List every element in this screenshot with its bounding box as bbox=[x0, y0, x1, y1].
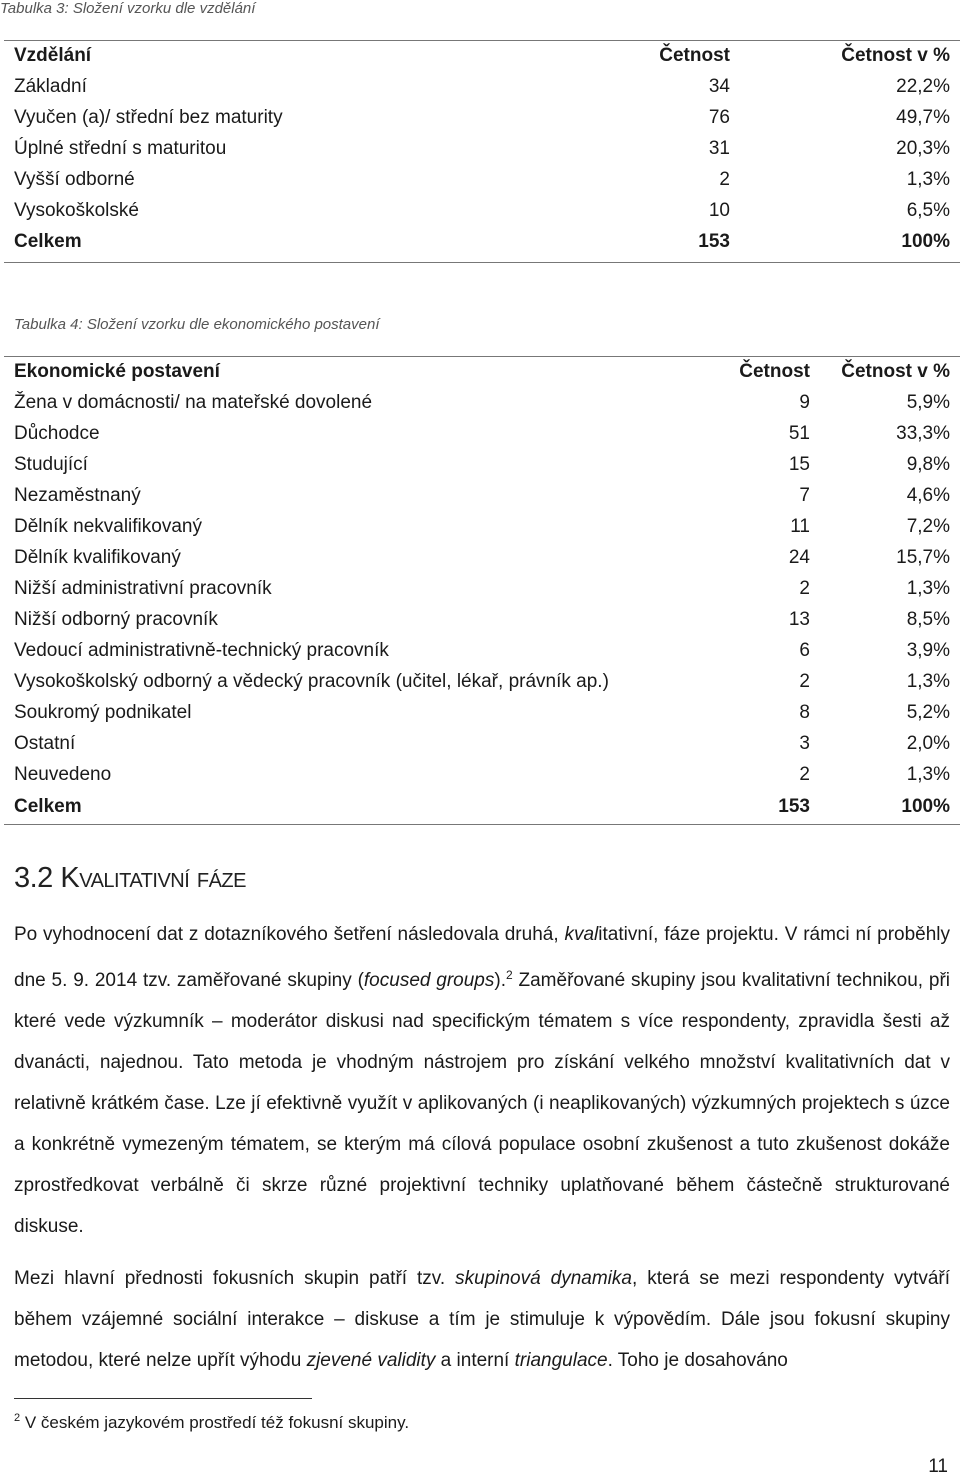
table-cell: 49,7% bbox=[896, 107, 950, 128]
table-cell: 2 bbox=[719, 169, 730, 190]
section-title-initial: K bbox=[60, 862, 80, 894]
table-cell: 1,3% bbox=[906, 764, 950, 785]
table-cell: 3 bbox=[799, 733, 810, 754]
table-caption: Tabulka 4: Složení vzorku dle ekonomického postavení bbox=[14, 316, 380, 333]
table-cell: Dělník nekvalifikovaný bbox=[14, 516, 202, 537]
italic-text: focused groups bbox=[363, 970, 495, 991]
table-cell: 9 bbox=[799, 392, 810, 413]
table-cell: Studující bbox=[14, 454, 88, 475]
footnote-text: V českém jazykovém prostředí též fokusní skupiny. bbox=[20, 1413, 410, 1432]
column-header: Ekonomické postavení bbox=[14, 361, 220, 383]
table-cell: 76 bbox=[708, 107, 730, 128]
table-cell: Celkem bbox=[14, 796, 82, 818]
column-header: Četnost bbox=[659, 45, 730, 67]
table-row bbox=[4, 760, 960, 791]
table-cell: Úplné střední s maturitou bbox=[14, 138, 227, 159]
table-cell: Celkem bbox=[14, 230, 82, 252]
table-row bbox=[4, 134, 960, 165]
table-row bbox=[4, 72, 960, 103]
table-cell: Dělník kvalifikovaný bbox=[14, 547, 181, 568]
table-cell: 51 bbox=[788, 423, 810, 444]
table-row bbox=[4, 574, 960, 605]
table-cell: 8 bbox=[799, 702, 810, 723]
table-cell: 1,3% bbox=[906, 671, 950, 692]
economic-status-table bbox=[4, 356, 960, 825]
body-paragraph bbox=[14, 914, 950, 1247]
table-cell: Nižší administrativní pracovník bbox=[14, 578, 272, 599]
table-cell: 1,3% bbox=[906, 169, 950, 190]
table-cell: 31 bbox=[708, 138, 730, 159]
table-row bbox=[4, 543, 960, 574]
table-cell: 34 bbox=[708, 76, 730, 97]
table-cell: 3,9% bbox=[906, 640, 950, 661]
table-cell: Nižší odborný pracovník bbox=[14, 609, 218, 630]
table-cell: Vysokoškolský odborný a vědecký pracovník (učitel, lékař, právník ap.) bbox=[14, 671, 609, 692]
table-cell: 2 bbox=[799, 578, 810, 599]
table-cell: 22,2% bbox=[896, 76, 950, 97]
section-number: 3.2 bbox=[14, 862, 53, 894]
footnote-divider bbox=[14, 1398, 312, 1399]
table-cell: Vedoucí administrativně-technický pracovník bbox=[14, 640, 389, 661]
table-cell: 5,2% bbox=[906, 702, 950, 723]
table-cell: 100% bbox=[901, 796, 950, 818]
table-cell: 153 bbox=[698, 230, 730, 252]
table-row bbox=[4, 196, 960, 227]
table-cell: Žena v domácnosti/ na mateřské dovolené bbox=[14, 392, 373, 413]
text-run: ). bbox=[494, 970, 506, 991]
table-cell: 4,6% bbox=[906, 485, 950, 506]
table-cell: Nezaměstnaný bbox=[14, 485, 141, 506]
table-cell: 2 bbox=[799, 764, 810, 785]
education-table bbox=[4, 40, 960, 263]
table-cell: Základní bbox=[14, 76, 87, 97]
table-cell: Ostatní bbox=[14, 733, 76, 754]
table-total-row bbox=[4, 791, 960, 825]
table-cell: Soukromý podnikatel bbox=[14, 702, 192, 723]
italic-text: zjevené validity bbox=[306, 1350, 436, 1371]
body-paragraph bbox=[14, 1258, 950, 1381]
table-row bbox=[4, 103, 960, 134]
table-row bbox=[4, 388, 960, 419]
column-header: Četnost v % bbox=[841, 45, 950, 67]
text-run: Zaměřované skupiny jsou kvalitativní technikou, při které vede výzkumník – moderátor diskusi nad specifickým tématem s více respondenty, zpravidla šesti až dvanácti, najednou. Tato metoda je vhodným nástrojem pro získání velkého množství kvalitativních dat v relativně krátkém čase. Lze jí efektivně využít v aplikovaných (i neaplikovaných) výzkumných projektech s úzce a konkrétně vymezeným tématem, se kterým má cílová populace osobní zkušenost a tuto zkušenost dokáže zprostředkovat verbálně či skrze různé projektivní techniky uplatňované během částečně strukturované diskuse. bbox=[14, 970, 950, 1237]
table-caption: Tabulka 3: Složení vzorku dle vzdělání bbox=[0, 0, 256, 17]
column-header: Vzdělání bbox=[14, 45, 92, 67]
table-cell: Vyšší odborné bbox=[14, 169, 135, 190]
page-number: 11 bbox=[928, 1456, 948, 1477]
table-cell: 1,3% bbox=[906, 578, 950, 599]
table-row bbox=[4, 698, 960, 729]
section-title-rest: valitativní fáze bbox=[79, 862, 246, 894]
table-total-row bbox=[4, 227, 960, 263]
table-cell: 11 bbox=[790, 516, 810, 537]
text-run: itativní, fáze projektu. V rámci ní proběhly dne 5. 9. 2014 tzv. zaměřované skupiny ( bbox=[14, 924, 951, 991]
italic-text: skupinová dynamika bbox=[455, 1268, 632, 1289]
section-heading bbox=[14, 862, 246, 895]
text-run: . Toho je dosahováno bbox=[607, 1350, 788, 1371]
italic-text: triangulace bbox=[514, 1350, 608, 1371]
table-row bbox=[4, 636, 960, 667]
table-cell: 24 bbox=[788, 547, 810, 568]
table-row bbox=[4, 729, 960, 760]
table-row bbox=[4, 481, 960, 512]
table-row bbox=[4, 165, 960, 196]
text-run: a interní bbox=[435, 1350, 515, 1371]
table-cell: 10 bbox=[708, 200, 730, 221]
column-header: Četnost bbox=[739, 361, 810, 383]
table-row bbox=[4, 419, 960, 450]
table-cell: 6 bbox=[799, 640, 810, 661]
table-cell: 20,3% bbox=[896, 138, 950, 159]
table-header-row bbox=[4, 357, 960, 388]
table-cell: 7 bbox=[799, 485, 810, 506]
table-cell: 2,0% bbox=[906, 733, 950, 754]
text-run: Po vyhodnocení dat z dotazníkového šetření následovala druhá, bbox=[14, 924, 565, 945]
table-cell: Důchodce bbox=[14, 423, 100, 444]
table-cell: 7,2% bbox=[906, 516, 950, 537]
text-run: , která se mezi respondenty vytváří během vzájemné sociální interakce – diskuse a tím je stimuluje k výpovědím. Dále jsou fokusní skupiny metodou, které nelze upřít výhodu bbox=[14, 1268, 951, 1371]
table-cell: 8,5% bbox=[906, 609, 950, 630]
table-cell: 13 bbox=[788, 609, 810, 630]
text-run: Mezi hlavní přednosti fokusních skupin patří tzv. bbox=[14, 1268, 456, 1289]
italic-text: kval bbox=[564, 924, 599, 945]
table-cell: 15 bbox=[788, 454, 810, 475]
table-cell: Vysokoškolské bbox=[14, 200, 139, 221]
footnote-number: 2 bbox=[14, 1412, 21, 1424]
table-cell: 153 bbox=[778, 796, 810, 818]
table-cell: Neuvedeno bbox=[14, 764, 112, 785]
table-row bbox=[4, 450, 960, 481]
table-cell: 6,5% bbox=[906, 200, 950, 221]
table-cell: 5,9% bbox=[906, 392, 950, 413]
table-cell: 100% bbox=[901, 230, 950, 252]
table-cell: Vyučen (a)/ střední bez maturity bbox=[14, 107, 283, 128]
table-cell: 9,8% bbox=[906, 454, 950, 475]
footnote bbox=[14, 1412, 409, 1433]
footnote-reference[interactable]: 2 bbox=[505, 968, 513, 982]
table-row bbox=[4, 512, 960, 543]
table-header-row bbox=[4, 41, 960, 72]
table-cell: 15,7% bbox=[896, 547, 950, 568]
table-cell: 2 bbox=[799, 671, 810, 692]
table-row bbox=[4, 667, 960, 698]
table-row bbox=[4, 605, 960, 636]
column-header: Četnost v % bbox=[841, 361, 950, 383]
table-cell: 33,3% bbox=[896, 423, 950, 444]
